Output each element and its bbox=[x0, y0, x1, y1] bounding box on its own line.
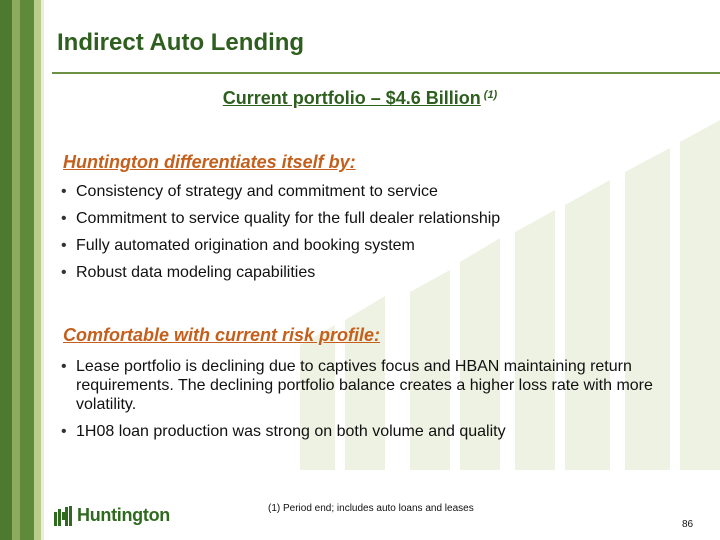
bullet-item: • Commitment to service quality for the full dealer relationship bbox=[60, 209, 680, 228]
bullet-item: • Consistency of strategy and commitment to service bbox=[60, 182, 680, 201]
logo-wordmark: Huntington bbox=[77, 505, 170, 525]
bullet-item: • 1H08 loan production was strong on both volume and quality bbox=[60, 422, 680, 441]
bullet-item: • Fully automated origination and booking system bbox=[60, 236, 680, 255]
differentiation-bullet-list bbox=[60, 182, 680, 290]
section-heading-risk-profile: Comfortable with current risk profile: bbox=[63, 325, 381, 345]
bullet-item: • Robust data modeling capabilities bbox=[60, 263, 680, 282]
bullet-item: • Lease portfolio is declining due to captives focus and HBAN maintaining return requirements. The declining portfolio balance creates a higher loss rate with more volatility. bbox=[60, 357, 680, 414]
page-number: 86 bbox=[682, 519, 694, 530]
footnote: (1) Period end; includes auto loans and leases bbox=[268, 503, 474, 514]
slide-title: Indirect Auto Lending bbox=[57, 29, 305, 56]
footnote-marker: (1) bbox=[483, 89, 498, 101]
subtitle-text: Current portfolio – $4.6 Billion bbox=[222, 88, 481, 108]
subtitle bbox=[0, 88, 720, 109]
huntington-logo bbox=[54, 505, 170, 526]
section-heading-differentiation: Huntington differentiates itself by: bbox=[63, 152, 356, 172]
logo-mark-icon bbox=[54, 506, 72, 526]
risk-bullet-list bbox=[60, 357, 680, 449]
title-divider bbox=[52, 72, 720, 74]
